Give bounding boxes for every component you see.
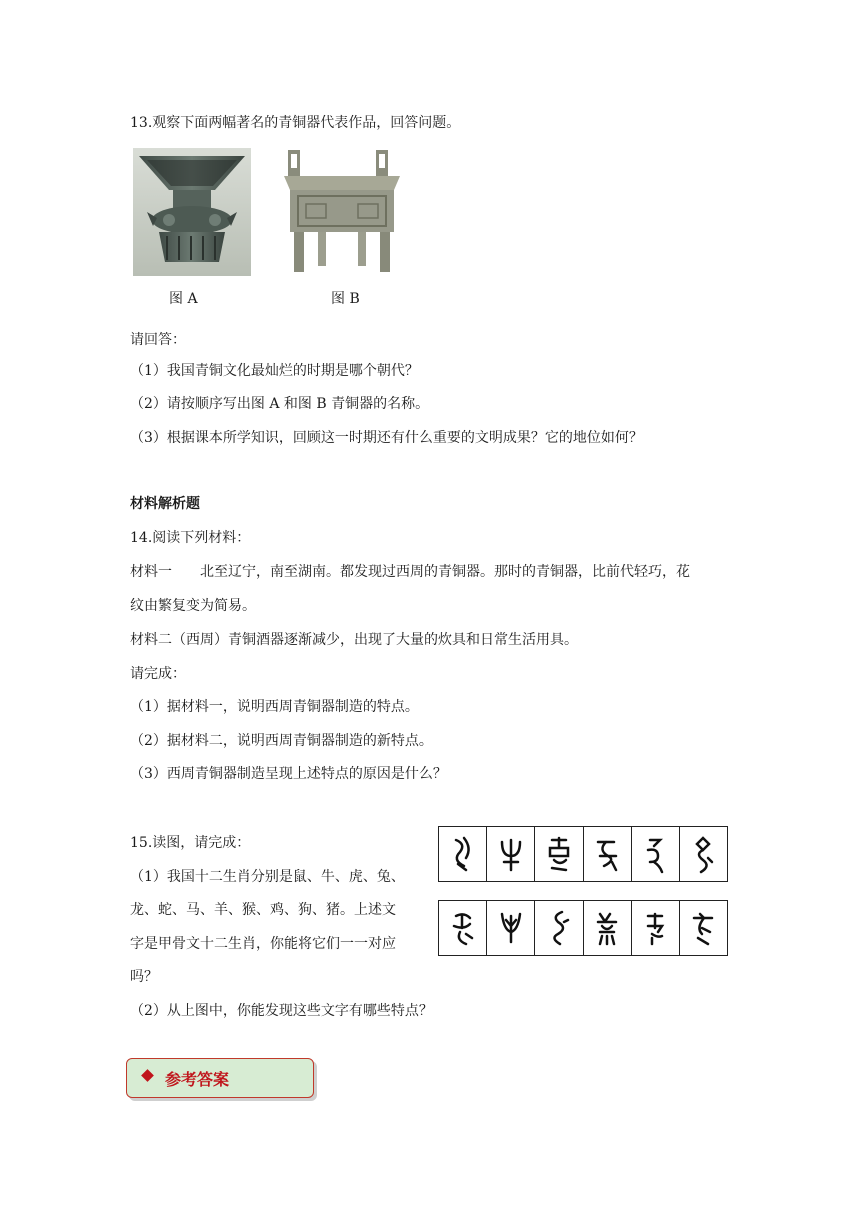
oracle-glyph-icon	[584, 827, 632, 881]
q15-item-1-line-2: 龙、蛇、马、羊、猴、鸡、狗、猪。上述文	[130, 902, 396, 918]
q14-title: 14.阅读下列材料：	[130, 530, 251, 546]
oracle-glyph-icon	[680, 827, 727, 881]
oracle-glyph-icon	[632, 827, 680, 881]
figure-a-bronze-zun-image	[133, 148, 251, 276]
figure-a-caption: 图 A	[169, 291, 198, 307]
oracle-glyph-icon	[535, 827, 583, 881]
q15-item-1-line-3: 字是甲骨文十二生肖，你能将它们一一对应	[130, 936, 396, 952]
q14-item-2: （2）据材料二，说明西周青铜器制造的新特点。	[130, 733, 433, 749]
q13-title: 13.观察下面两幅著名的青铜器代表作品，回答问题。	[130, 115, 461, 131]
oracle-glyph-icon	[439, 901, 487, 955]
oracle-glyph-icon	[632, 901, 680, 955]
q14-item-3: （3）西周青铜器制造呈现上述特点的原因是什么？	[130, 766, 447, 782]
q15-item-2: （2）从上图中，你能发现这些文字有哪些特点？	[130, 1003, 433, 1019]
figure-b-bronze-ding-image	[276, 146, 408, 278]
q14-material-1-line-2: 纹由繁复变为简易。	[130, 598, 256, 614]
oracle-glyph-icon	[535, 901, 583, 955]
oracle-bone-glyphs-top-row	[438, 826, 728, 882]
q14-prompt: 请完成：	[130, 666, 186, 682]
answer-banner-label: 参考答案	[165, 1070, 230, 1089]
oracle-glyph-icon	[487, 827, 535, 881]
answer-banner	[126, 1058, 314, 1098]
q14-material-2: 材料二（西周）青铜酒器逐渐减少，出现了大量的炊具和日常生活用具。	[130, 632, 578, 648]
oracle-bone-glyphs-bottom-row	[438, 900, 728, 956]
q14-material-1-line-1: 材料一 北至辽宁，南至湖南。都发现过西周的青铜器。那时的青铜器，比前代轻巧，花	[130, 564, 690, 580]
q14-item-1: （1）据材料一，说明西周青铜器制造的特点。	[130, 699, 419, 715]
oracle-glyph-icon	[584, 901, 632, 955]
q15-title: 15.读图，请完成：	[130, 835, 251, 851]
q13-prompt: 请回答：	[130, 332, 186, 348]
q13-item-3: （3）根据课本所学知识，回顾这一时期还有什么重要的文明成果？它的地位如何？	[130, 430, 643, 446]
figure-b-caption: 图 B	[331, 291, 360, 307]
oracle-glyph-icon	[439, 827, 487, 881]
diamond-icon	[141, 1069, 154, 1082]
q13-item-2: （2）请按顺序写出图 A 和图 B 青铜器的名称。	[130, 396, 430, 412]
q15-item-1-line-1: （1）我国十二生肖分别是鼠、牛、虎、兔、	[130, 869, 405, 885]
q13-item-1: （1）我国青铜文化最灿烂的时期是哪个朝代？	[130, 363, 419, 379]
oracle-glyph-icon	[487, 901, 535, 955]
q15-item-1-line-4: 吗？	[130, 969, 158, 985]
oracle-glyph-icon	[680, 901, 727, 955]
section-heading: 材料解析题	[130, 496, 200, 512]
